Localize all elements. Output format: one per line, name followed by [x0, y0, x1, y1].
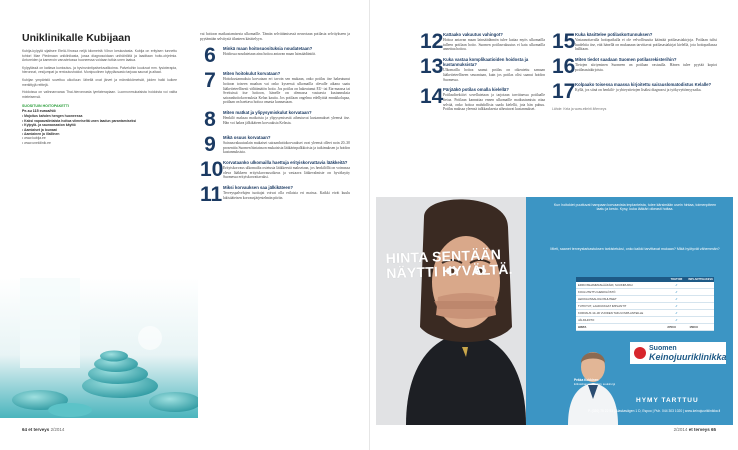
- article-source: Lähde: Kela ja www.etlehti.fi/terveys: [552, 107, 607, 111]
- table-cell: TUTKITUT, LAADUKKAAT IMPLANTIT: [576, 303, 665, 310]
- ad-info-panel: [526, 197, 733, 425]
- table-cell: HINTA: [576, 324, 665, 331]
- doctor-caption: [574, 379, 615, 386]
- question-answer: Henkilö maksaa matkoista ja ylipysymisestä aiheutuvat kustannukset yleensä itse. Hän voi hakea jälkikäteen korvauksia Kelasta.: [223, 116, 350, 125]
- table-cell: KOULUTETTU HENKILÖSTÖ: [576, 289, 665, 296]
- question-title: Minkä maan hoitosuosituksia noudatetaan?: [223, 46, 313, 52]
- clinic-logo: [630, 342, 726, 364]
- offer-bullet: • Majoitus kahden hengen huoneessa: [22, 114, 83, 119]
- ad-woman-photo: [376, 197, 546, 425]
- clinic-logo-line: Suomen: [649, 345, 677, 352]
- question-title: Miksi korvauksen saa jälkikäteen?: [223, 184, 293, 190]
- question-answer: Ulkomailla hoitoa saanut potilas on oikeutettu samaan lääketieteelliseen seurantaan, kuin jos potilas olisi saanut hoidon Suomessa.: [443, 68, 545, 82]
- offer-bullet: • Aamiaiset ja lounaat: [22, 127, 57, 132]
- check-icon: ✓: [665, 282, 687, 289]
- question-answer: Sairausvakuutuslain mukaiset sairaanhoitokorvaukset ovat yleensä olleet noin 20–30 prosenttia Suomen hintatason mukaisista lääkärinpalkkioista ja tutkimuksen ja hoidon kustannuksista.: [223, 141, 350, 155]
- price-cell: 1500 €: [687, 324, 714, 331]
- question-block: [200, 71, 350, 105]
- table-cell: ERIKOISHAMMASLÄÄKÄRI, SUUKIRURGI: [576, 282, 665, 289]
- table-cell: KORVAUS 10–30 VUODEN TAKUU IMPLANTEILLE: [576, 310, 665, 317]
- table-row: [576, 296, 714, 303]
- sidebar-title: Uniklinikalle Kubijaan: [22, 32, 131, 44]
- table-header: TOHTORI: [665, 277, 687, 282]
- question-answer: Vastaanottavalla hoitopaikalla ei ole velvollisuutta kääntää potilasasiakirjoja. Potilaan tulisi huolehtia itse, että hänellä on mukanaan tarvittavat potilasasiakirjat kielellä, jota hoitopaikassa hallitaan.: [575, 38, 717, 52]
- price-cell: 2700 €: [665, 324, 687, 331]
- sidebar-box: [22, 32, 177, 145]
- issue-number: 2/2014: [673, 427, 688, 432]
- ad-headline-line: NÄYTTI HYVÄLTÄ.: [386, 260, 513, 282]
- question-title: Kattaako vakuutus vahingot?: [443, 32, 503, 37]
- question-block: [200, 182, 350, 206]
- question-title: Kuka vastaa komplikaatioiden hoidosta ja kustannuksista?: [443, 57, 529, 68]
- clinic-advertisement[interactable]: [376, 197, 733, 425]
- right-page: [369, 0, 738, 450]
- question-answer: Erityiskorvaus ulkomailta ostetusta lääkkeestä maksetaan, jos henkilöllä on voimassa oleva lääkkeen erityiskorvausoikeus ja vastaava lääkevalmiste on hyväksytty Suomessa erityiskorvattavaksi.: [223, 166, 350, 180]
- article-column-middle: [200, 32, 350, 210]
- question-number: 9: [204, 132, 216, 156]
- check-icon: ✓: [665, 303, 687, 310]
- offer-heading: SUOSITUIN HOITOPAKETTI: [22, 104, 69, 109]
- question-title: Pärjääkö potilas omalla kielellä?: [443, 87, 509, 93]
- article-column-a: [420, 32, 545, 117]
- offer-bullet: • Aamiainen ja illallinen: [22, 131, 60, 136]
- page-number: 64: [22, 427, 28, 432]
- table-header: IMPLANTTIHAKEVA: [688, 278, 713, 281]
- table-row: [576, 303, 714, 310]
- offer-link[interactable]: • www.unekliinik.ee: [22, 140, 51, 145]
- question-number: 8: [204, 107, 216, 131]
- sidebar-paragraph: Kylpylässä on kattava kuntoutus- ja hyvinvointipalveluvalikoima. Palveluihin kuuluvat mm. fysioterapia, hieronnat, vesijumpat ja rentoutushoidot. Monipuolinen kylpyläosasto tarjoaa saunat ja altaat.: [22, 65, 177, 75]
- question-answer: Potilasdirektiivi sovellutetaan ja tarjotaan tarvittaessa potilaalle tietoa. Potilaan kannattaa ennen ulkomaille matkustamista ottaa selvää, onko hoitoa mahdollista saada kielellä, jota hän puhuu. Potilas maksaa yleensä tulkkauksesta aiheutuvat kustannukset.: [443, 93, 545, 112]
- question-title: Miten hoitokulut korvataan?: [223, 71, 281, 77]
- question-block: [200, 107, 350, 131]
- question-answer: Terveyspalvelujen tuottajat voivat olla erilaisia eri maissa. Kaikki eivät kuulu lakisääteisen korvausjärjestelmän piiriin.: [223, 191, 350, 200]
- ad-slogan: HYMY TARTTUU: [636, 397, 699, 404]
- question-answer: Tietojen siirtyminen Suomeen on potilaan vastuulla. Hänen tulee pyytää kopiot potilasasiakirjoista.: [575, 63, 717, 72]
- question-block: [200, 157, 350, 181]
- question-block: [552, 82, 717, 102]
- question-number: 15: [552, 30, 576, 53]
- comparison-table: [576, 277, 714, 331]
- offer-box: [22, 104, 177, 145]
- clinic-logo-text: [649, 345, 727, 361]
- offer-bullet: • Kaksi vapaavalintaista hoitoa viimeiseltä unen laadun parantamiseksi: [22, 118, 137, 123]
- ad-headline-line: HINTA SENTÄÄN: [385, 246, 502, 267]
- table-row: [576, 310, 714, 317]
- magazine-name: et terveys: [688, 427, 710, 432]
- question-block: [200, 46, 350, 66]
- issue-number: 2/2014: [50, 427, 65, 432]
- table-cell: LEIKKAUSSALIOLOSUHTEET: [576, 296, 665, 303]
- question-block: [200, 132, 350, 156]
- question-number: 13: [420, 55, 444, 78]
- question-block: [420, 87, 545, 112]
- ad-copy: Kun hoitokiet puuttuvat hampaan korvaavista implanteista, tulee kärsimään usein hintaa, toimenpiteen laatu ja kesto. Kysy, kuka lääkäri oikeasti hoitaa.: [553, 203, 717, 212]
- offer-price: Pe-su 115 euroa/hlö: [22, 109, 56, 114]
- question-number: 14: [420, 85, 444, 109]
- ad-address: P. (020) 75 22 53 | Alaskavägen 1 D, Espoo | Puh. 044 303 1020 | www.keinojuuriklinikka.fi: [588, 409, 721, 413]
- doctor-title: Erikoishammaslääkäri, suukirurgi: [574, 381, 616, 386]
- check-icon: ✓: [665, 310, 687, 317]
- spa-stones-photo: [0, 278, 198, 418]
- question-number: 6: [204, 44, 216, 68]
- clinic-logo-line: Keinojuuriklinikka: [649, 352, 727, 362]
- offer-link[interactable]: • www.kubija.ee: [22, 136, 46, 141]
- magazine-name: et terveys: [28, 427, 50, 432]
- table-row: [576, 289, 714, 296]
- question-title: Miten matkat ja ylipysymiskulut korvataan?: [223, 109, 312, 115]
- question-title: Kolpaako toisessa maassa kirjoitettu sairauslomatodistus Kelalle?: [575, 82, 712, 87]
- offer-bullet: • Kylpylä- ja saunaosaston käyttö: [22, 123, 76, 128]
- question-number: 10: [200, 157, 224, 181]
- sidebar-paragraph: Kubijan ympäristö soveltuu ulkoiluun: lähellä ovat järvet ja männikkömetsät, joiden halki kulkee merkittyjä reittejä.: [22, 77, 177, 87]
- check-icon: ✓: [665, 289, 687, 296]
- question-block: [552, 57, 717, 77]
- page-footer: [674, 427, 716, 432]
- table-cell: [687, 310, 714, 317]
- question-block: [420, 32, 545, 52]
- question-title: Korvataanko ulkomailla haettuja erityiskorvattavia lääkkeitä?: [223, 159, 348, 165]
- page-footer: [22, 427, 64, 432]
- question-title: Kuka käsittelee potilaskortunnuksen?: [575, 32, 653, 37]
- question-number: 17: [552, 80, 576, 103]
- check-icon: ✓: [665, 296, 687, 303]
- question-block: [420, 57, 545, 82]
- sidebar-paragraph: Hoidoissa on valinnanvaraa Thai-hieronnasta lymfaterapiaan. Luonnonmukaisista hoidoista voi valita mieleisensä.: [22, 90, 177, 99]
- ad-copy: Mieti, saanet terveystarkastuksen tarkistetuksi, onko kaikki tarvittavat mukaan? Mikä hyötyvät vähemmän?: [550, 247, 720, 251]
- clinic-logo-icon: [634, 347, 646, 359]
- question-number: 7: [204, 69, 216, 93]
- question-title: Mikä osuus korvataan?: [223, 134, 271, 140]
- question-number: 12: [420, 30, 444, 53]
- question-number: 11: [200, 182, 223, 206]
- table-cell: [687, 303, 714, 310]
- check-icon: ✓: [665, 317, 687, 324]
- table-cell: [687, 296, 714, 303]
- question-title: Miten tiedot saadaan Suomen potilasrekisterihin?: [575, 57, 677, 62]
- table-cell: [687, 317, 714, 324]
- question-number: 16: [552, 55, 576, 78]
- question-answer: Hoitokustannuksia korvataan eri tavoin sen mukaan, onko potilas itse hakeutunut hoitoon toiseen maahan vai onko kyseessä ulkomailla olevalle aikana saatu lääketieteellisesti välttämätön hoito. Jos potilas on hakeutunut EU- tai Eta-maassa tai Sveitsissä itse hoitoon, hänelle on olemassa vastaavia kustannuksia sairaanhoitokorvauksia Kelan kautta. Jos potilaan ongelma edellyttää ennakkolupaa, potilaan on haettava hoitoa omasta kunnastaan.: [223, 77, 350, 105]
- question-answer: Kyllä, jos siinä on henkilö- ja yhteystietojen lisäksi diagnoosi ja työkyvyttömyysaika.: [575, 88, 702, 93]
- table-cell: [687, 289, 714, 296]
- sidebar-paragraph: Kubija-kylpylä sijaitsee Etelä-Virossa neljä kilometriä Võrun keskustasta. Kubija on erityisen tunnettu tohtori Mae Piedmaan uniklinikasta, jossa diagnosoidaan unihäiriöitä ja laaditaan hoito-ohjelmia. Antureiden ja kameroin varustetussa huoneessa voidaan tutkia unen laatua.: [22, 49, 177, 63]
- table-cell: JÄLKIHOITO: [576, 317, 665, 324]
- article-intro: vai hoitoon matkustamisesta ulkomaille. Tämän selvittämisessä neuvotaan potilasta selvitykseen ja pyytämään selvitystä tilanteen käsittelyyn.: [200, 32, 350, 41]
- question-block: [552, 32, 717, 52]
- page-number: 65: [710, 427, 716, 432]
- question-answer: Hoitoa antavan maan lainsäädännön tulee kattaa myös ulkomailla tulleen potilaan hoito. Suomen potilasvakuutus ei kata ulkomailla annettua hoitoa.: [443, 38, 545, 52]
- question-answer: Hoidossa noudatetaan aina hoitoa antavan maan lainsäädäntöä.: [223, 52, 316, 57]
- ad-headline: [386, 247, 513, 281]
- doctor-name: Pekka Kokkinen: [574, 378, 599, 382]
- table-row: [576, 317, 714, 324]
- article-column-b: [552, 32, 717, 111]
